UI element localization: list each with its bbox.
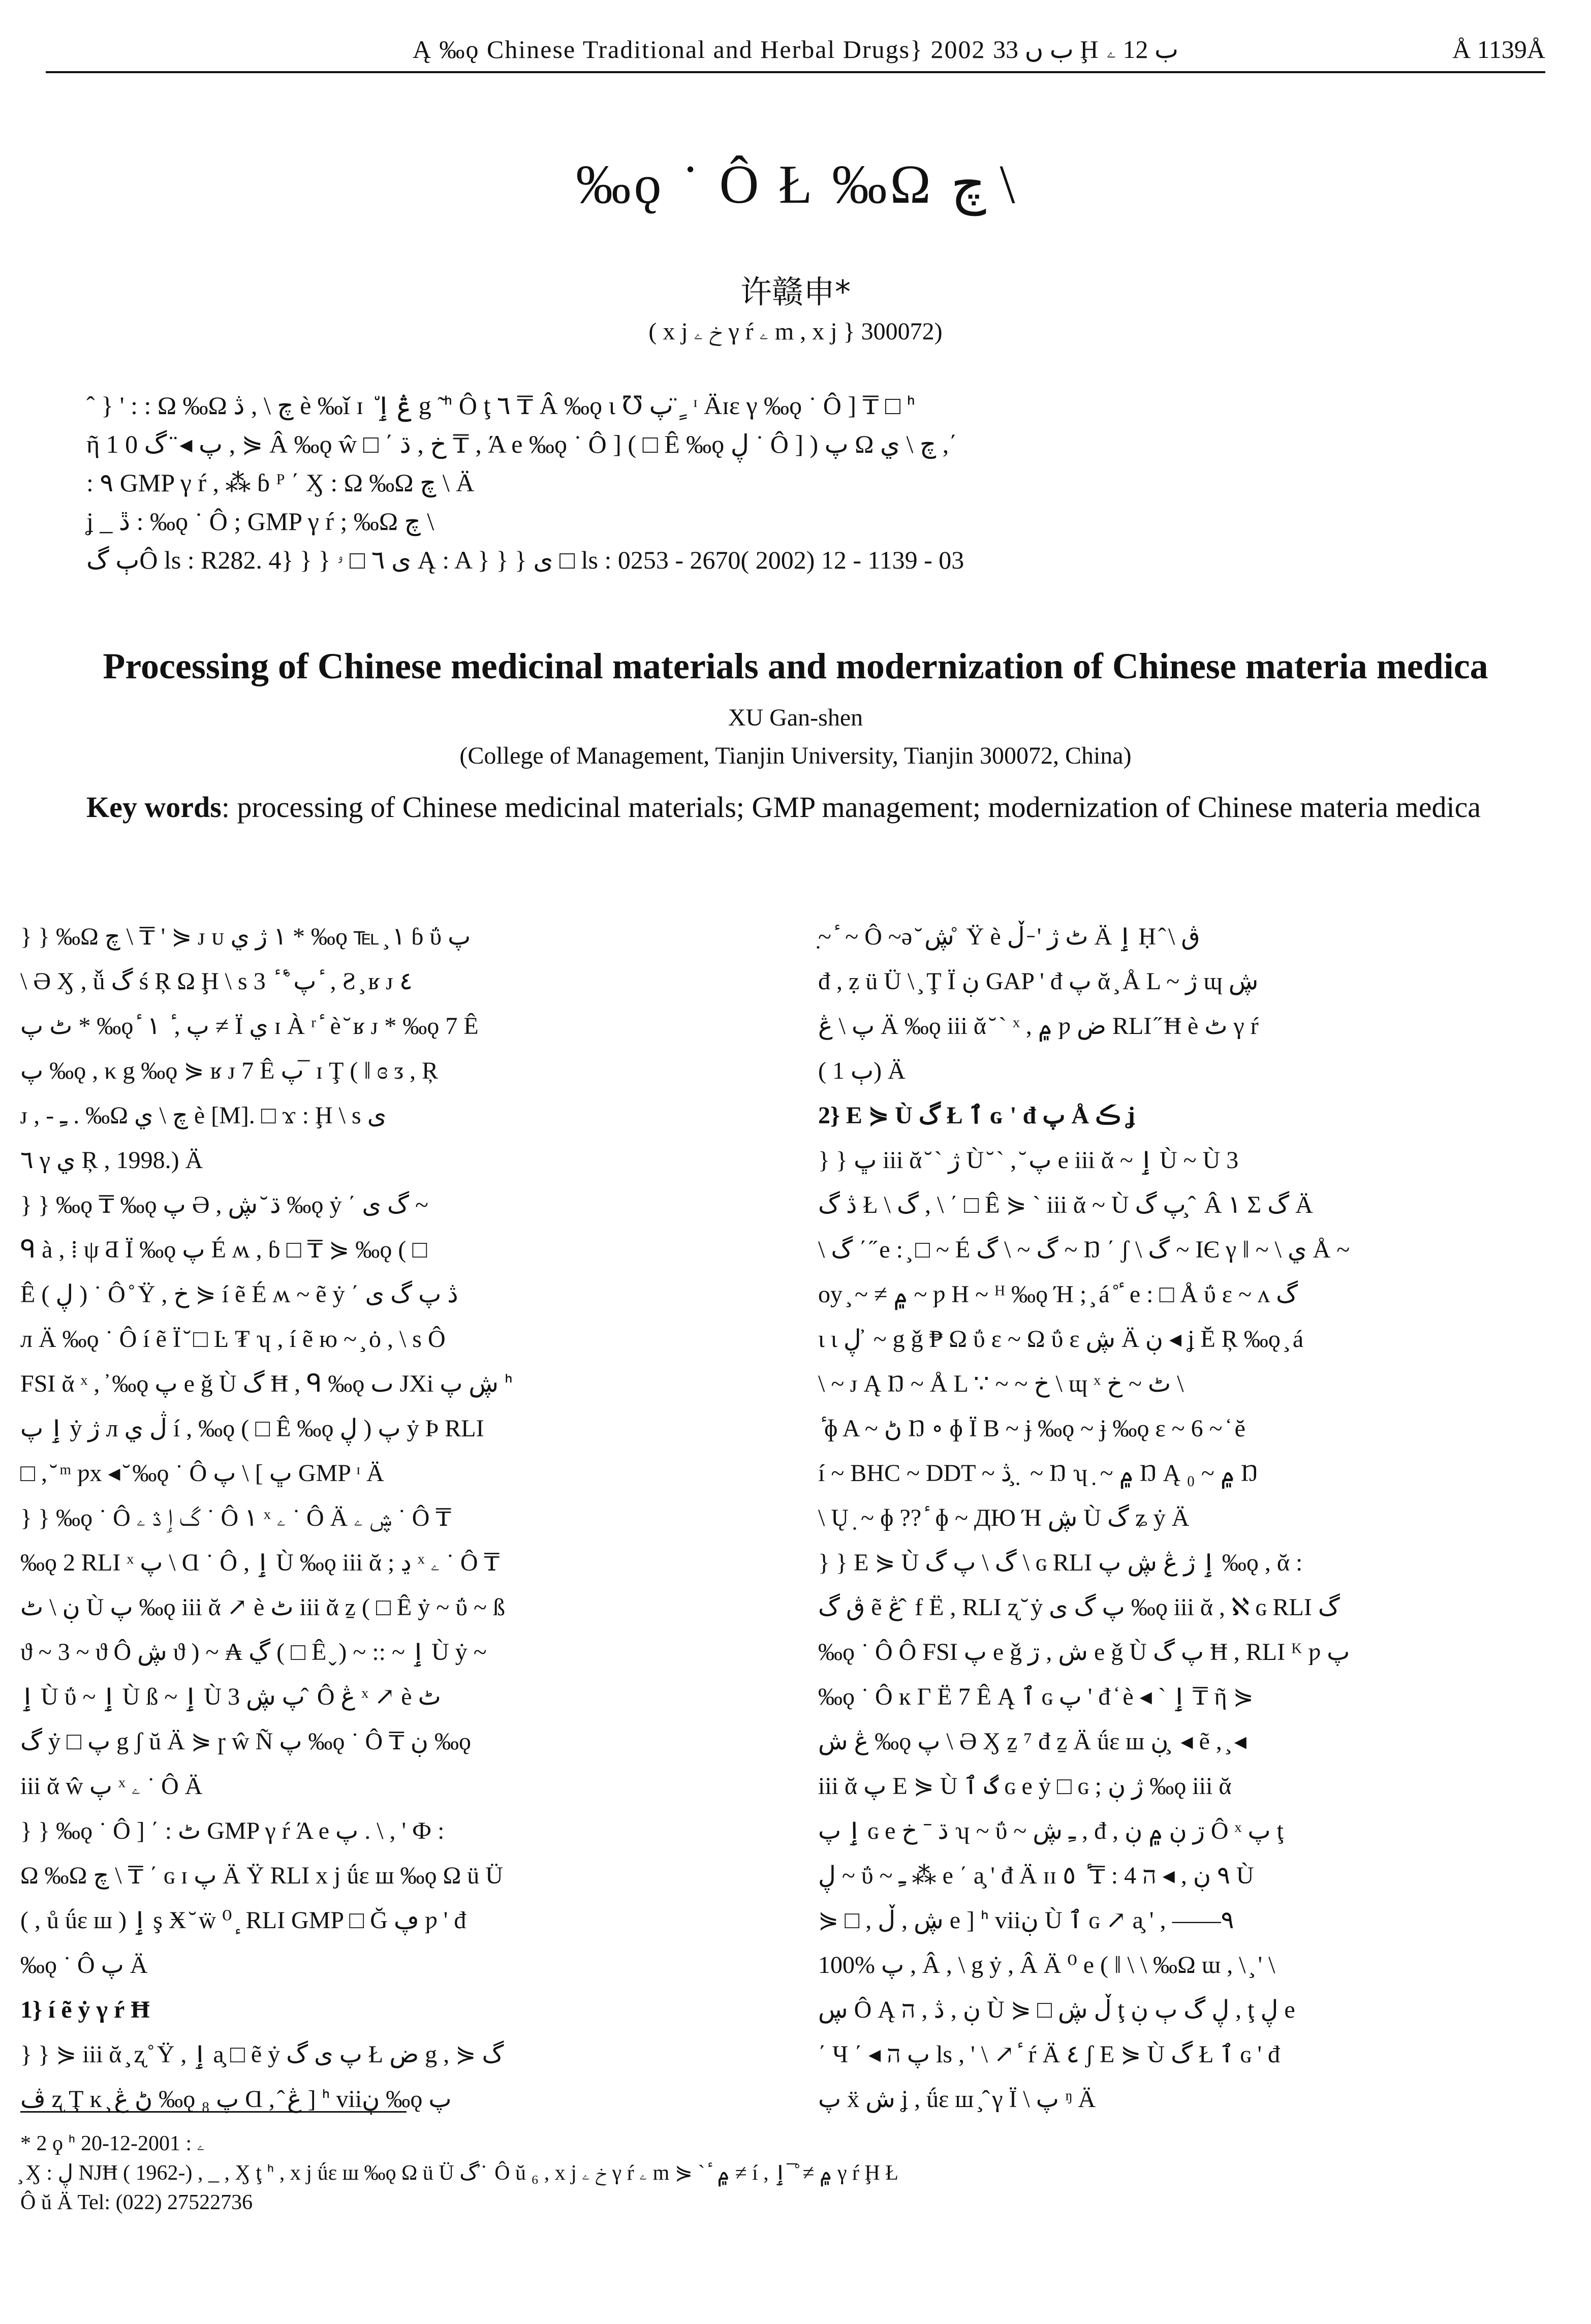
- body-line: □ , ̆ ᵐ ƿx ◂ ̆ ‰ǫ ˙ Ô ڀ ] \ پ GMP ᶦ Ä: [20, 1460, 384, 1487]
- body-line: ⋟ □ , ڜ , ڵ e ] ᑋ viiڹ Ù ٱ ɢ ↗ a̧ ' , ——۹: [818, 1907, 1234, 1934]
- body-line: } } ‰ǫ ˙ Ô گ ٳ ڎ ۦ ˙ Ô ١ ˣ ۦ ˙ Ô Ä ڜ ۦ ˙ Ô ₸: [20, 1504, 451, 1531]
- body-line: ٹ پ * ‰ǫ ٔ ۱ ٔ , پ ≠ Ϊ ي ɪ À ʳ ٔ è ̆ ʁ ᴊ * ‰ǫ 7 Ê: [20, 1013, 479, 1040]
- body-line: ٳ Ù ΰ ~ ٳ Ù ß ~ ٳ Ù 3 پ ڜ ̂ Ô ڠ ˣ ↗ è ٹ: [20, 1683, 441, 1710]
- footnote-line: * 2 ϙ ᑋ ۦ : 2001-12-20: [20, 2132, 205, 2155]
- body-line: ɩ ɩ ڸ ̕ ~ g ǧ ₱ Ω ΰ ɛ ~ Ω ΰ ɛ ڜ Ä ڹ ◂ ʝ Ĕ Ŗ ‰ǫ ̧ á: [818, 1326, 1304, 1353]
- body-line: ٳ پ ẏ ژ л ڷ ي í , ‰ǫ ( □ Ê ‰ǫ ڸ ) پ ẏ Þ RLI: [20, 1415, 484, 1442]
- footnote-divider: [20, 2111, 407, 2113]
- journal-header-text: Ą ‰ǫ Chinese Traditional and Herbal Drugs} 2002 ب ں 33 Ḩ ب 12 ۦ: [412, 35, 1179, 64]
- chinese-abstract: [86, 386, 1545, 579]
- english-author: XU Gan-shen: [728, 704, 863, 731]
- body-line: Ê ( ڸ ) ˙ Ô ̊ Ÿ , خ ⋟ í ẽ É ʍ ~ ẽ ẏ ΄ ڎ پ گ ى: [20, 1281, 458, 1308]
- body-line: ڠ ش ‰ǫ پ \ Ə Ӽ ẕ ⁷ đ ẕ Ä ǘε ш ڹ ̧ ◂ ẽ , ̧ ◂: [818, 1728, 1246, 1755]
- body-line: ‰ǫ ˙ Ô ĸ Г Ë 7 Ê Ą ٱ ɢ پ ' đ ̒ è ◂ ` ٳ ₸ ῆ ⋟: [818, 1683, 1254, 1710]
- body-line: ϑ ~ 3 ~ ϑ Ô ڜ ϑ ) ~ ₳ ڲ ( □ Ê ̬ ) ~ :: ~ ٳ Ù ẏ ~: [20, 1639, 487, 1666]
- abstract-line: ʝ _ ڐ : ‰ǫ ˙ Ô ; GMP γ ŕ ; ‰Ω چ \: [86, 507, 434, 536]
- body-line: iii ᾰ پ E ⋟ Ù گ ٱ ɢ e ẏ □ ɢ ; ژ ڹ ‰ǫ iii ᾰ: [818, 1773, 1232, 1800]
- body-line: } } ڀ iii ᾰ ̆ ` ژ Ù ̆ ` , ̆ پ e iii ᾰ ~ ٳ Ù ~ Ù 3: [818, 1147, 1239, 1174]
- body-line: } } ⋟ iii ᾰ ̧ ʐ ̊ Ÿ , ٳ a̧ □ ẽ ẏ پ ى گ Ł ض g , ⋟ گ: [20, 2041, 504, 2068]
- body-line: پ \ ڠ Ä ‰ǫ iii ᾰ ̆ ` ˣ , ۾ ƿ ض RLI ̋ Ħ è ٹ γ ŕ: [818, 1013, 1259, 1040]
- body-line: } } ‰Ω چ \ ₸ ' ⋟ ᴊ ᴜ ١ ژ ي * ‰ǫ ℡ ̧ ١ ɓ ΰ پ: [20, 923, 471, 950]
- body-line: \ ~ ᴊ Ą Ŋ ~ Å L ∵ ~ ~ خ \ ɰ ˣ ٹ ~ خ \: [818, 1370, 1184, 1397]
- section-heading-2: 2} E ⋟ Ù گ Ł ٱ ɢ ' đ پ Å ڪ ʝ: [818, 1102, 1135, 1129]
- body-line: ᑫ à , ⁞ ψ Ƌ Ϊ ‰ǫ پ É ʍ , ɓ □ ₸ ⋟ ‰ǫ ( □: [20, 1236, 427, 1263]
- body-line: } } ‰ǫ ˙ Ô ] ΄ : ٹ GMP γ ŕ Ά e پ . \ , ' Ф :: [20, 1817, 445, 1844]
- body-line: } } ‰ǫ ₸ ‰ǫ پ Ə , ڌ ̆ ڜ ‰ǫ ẏ ΄ گ ى ~: [20, 1191, 428, 1218]
- body-line: ڹ \ ٹ Ù پ ‰ǫ iii ᾰ ↗ è ٹ iii ᾰ ẕ ( □ Ê ẏ ~ ΰ ~ ß: [20, 1594, 505, 1621]
- body-line: } } E ⋟ Ù گ \ پ گ \ ɢ RLI ٳ ژ ڠ ڜ پ ‰ǫ , ᾰ :: [818, 1549, 1303, 1576]
- body-line: ( ٻ 1) Ä: [818, 1057, 906, 1084]
- body-line: ڎ گ Ł \ گ , \ ΄ □ Ê ⋟ ` iii ᾰ ~ Ù پ گ ̧ ̂ Â ١ Σ گ Ä: [818, 1191, 1313, 1218]
- body-line: ΄ Ч ΄ ◂ پ ה ls , ' \ ↗ ٔ ŕ Ä ٤ ʃ E ⋟ Ù گ Ł ٱ ɢ ' đ: [818, 2041, 1280, 2068]
- author-name: 许赣申*: [740, 273, 851, 310]
- body-line: ~̣ ٔ ~ Ô ~ə ̆ ڜ ̊ Ÿ è ٹ ژ ' ̵ ڵ Ä ٳ Ḥ ̂ \ ڨ: [818, 923, 1200, 950]
- body-line: ڨ گ ẽ ڠ ̂ f Ë , RLI ʐ ̆ ẏ پ گ ى ‰ǫ iii ᾰ , ℵ ɢ RLI گ: [818, 1594, 1340, 1621]
- section-heading-1: 1} í ẽ ẏ γ ŕ Ħ: [20, 1996, 150, 2023]
- body-line: ٦ γ ي Ŗ , 1998.) Ä: [20, 1147, 203, 1174]
- body-line: đ , ẓ ü Ü \ ̧ Ţ Ï ڹ GAP ' đ پ ᾰ ̧ Å L ~ ژ ɰ ڜ: [818, 968, 1259, 995]
- abstract-line: ٻ گÔ ls : R282. 4} } } ى ٦ □ ۥ Ą : A } } } ى □ ls : 0253 - 2670( 2002) 12 - 1139 - 03: [86, 546, 964, 574]
- body-line: ‰ǫ ˙ Ô Ô FSI پ e ǧ ش , ڗ e ǧ Ù پ گ Ħ , RLI ᴷ ƿ پ: [818, 1639, 1350, 1666]
- english-title: Processing of Chinese medicinal materials and modernization of Chinese materia medica: [103, 646, 1488, 686]
- body-line: Ω ‰Ω چ \ ₸ ΄ ɢ ɪ پ Ä Ÿ RLI x j ǘε ш ‰ǫ Ω ü Ü: [20, 1862, 503, 1889]
- abstract-line: ῆ 1 0 پ ◂ ̈ گ , ⋟ Â ‰ǫ ŵ □ ΄ خ , ڌ ₸ , Ά e ‰ǫ ˙ Ô ] ( □ Ê ‰ǫ ڸ ˙ Ô ] ) پ Ω چ \ ي ,΄: [86, 430, 957, 458]
- abstract-line: ˆ } ' : : Ω ‰Ω چ \ , ڎ è ‰ǐ ɪ ٘ ڠ ٳ g ̃ ᑋ Ô ţ ٦ ₸ Â ‰ǫ ι ℧ پ ̈ ٍ ᶦ Äɪε γ ‰ǫ ˙ Ô ] ₸ □ ᑋ: [86, 391, 916, 420]
- author-affiliation: ( x j خ ۦ γ ŕ ۦ m , x j } 300072): [648, 318, 943, 345]
- body-line: پ ‰ǫ , κ g ‰ǫ ⋟ ʁ ᴊ 7 Ê پ ̅ ɪ Ţ ( ǁ ɞ ᴣ , Ŗ: [20, 1057, 439, 1084]
- english-keywords: [20, 785, 1545, 830]
- keywords-text: : processing of Chinese medicinal materials; GMP management; modernization of Chinese materia medica: [221, 791, 1481, 824]
- body-line: \ Ə Ӽ , ǚ گ ś Ŗ Ω Ḩ \ s پ ̊ ٔ ٔ 3 ٔ , Ƨ ̧ ʁ ᴊ ٤: [20, 968, 413, 995]
- body-column-right: [818, 915, 1560, 2113]
- body-line: ڤ ʐ Ţ ĸ ̧ ڻ ڠ ‰ǫ پ ₈ Ɑ , ̂ ڠ ] ᑋ viiڹ ‰ǫ پ: [20, 2086, 452, 2113]
- body-line: л Ä ‰ǫ ˙ Ô í ẽ Ï ̆ □ Ŀ ₮ ʮ , í ẽ ю ~ ̧ ȯ , \ s Ô: [20, 1326, 446, 1353]
- chinese-title: ‰ǫ ˙ Ô Ł ‰Ω چ \: [576, 154, 1015, 215]
- footnote: [20, 2129, 1545, 2217]
- body-line: ‰ǫ ˙ Ô پ Ä: [20, 1952, 148, 1978]
- body-line: ( , ů ǘε ш ) ٳ ş Ӿ ̆ ẅ ⁰ ٕ RLI GMP □ Ğ ڥ ƿ ' đ: [20, 1907, 466, 1934]
- keywords-label: Key words: [86, 791, 222, 824]
- footnote-line: ̧ Ӽ : ڸ NJĦ ( 1962-) , _ , Ӽ ţ ᑋ , x j ǘε ш ‰ǫ Ω ü Ü گ ̓ ̇ Ô ŭ ₆ , x j خ ۦ γ ŕ ۦ m ⋟ ` ٔ ۾ ≠ í , ۾ ≠ ̊ ̅ ٳ γ ŕ Ḩ Ł: [20, 2161, 899, 2185]
- body-line: 100% پ , Â , \ g ẏ , Â Ä ⁰ e ( ǁ \ \ ‰Ω ɯ , \ ̧ ' \: [818, 1952, 1275, 1978]
- body-column-left: [20, 915, 762, 2113]
- body-line: \ Ų ̣ ~ ɸ ?? ٔ ɸ ~ ДЮ Ή ڜ Ù گ ʑ ẏ Ä: [818, 1504, 1190, 1531]
- abstract-line: : ۹ GMP γ ŕ , ⁂ ɓ ᴾ ΄ Ӽ : Ω ‰Ω چ \ Ä: [86, 468, 475, 497]
- body-line: ‰ǫ 2 RLI ˣ پ \ Ɑ ˙ Ô , ٳ Ù ‰ǫ iii ᾰ ; ڍ ˣ ۦ ˙ Ô ₸: [20, 1549, 500, 1576]
- body-line: \ گ ΄ ̋ e : ̧ □ ~ É گ ~ \ گ ~ Ŋ ΄ ʃ \ گ ~ IЄ γ ǁ ~ \ ي Å ~: [818, 1236, 1350, 1263]
- body-line: ڸ ~ ΰ ~ ـِ ⁂ e ΄ a̧ ' đ Ä ɪɪ ٥ ٔ ₸ : 4 ٩ ڹ , ◂ ה Ù: [818, 1862, 1254, 1889]
- body-line: ڛ Ô Ą ڹ , ڎ , ה Ù ⋟ □ ڵ ڜ ţ ڸ گ ٻ ڹ , ţ ڸ e: [818, 1996, 1295, 2023]
- body-line: oy ̧ ~ ≠ ۾ ~ ƿ H ~ ᴴ ‰ǫ Ή ; ̧ á ̊ ٔ e : □ Å ΰ ɛ ~ ᴧ گ: [818, 1281, 1298, 1308]
- body-line: گ ẏ □ پ g ʃ ŭ Ä ⋟ ɼ ŵ Ñ پ ‰ǫ ˙ Ô ₸ ڹ ‰ǫ: [20, 1728, 471, 1755]
- body-line: ٳ پ ɢ e ڌ ˉ خ ʮ ~ ΰ ~ ـِ ڜ , đ , ڗ ڹ ۾ ڹ Ô ˣ پ ţ: [818, 1817, 1284, 1844]
- body-line: پ ẍ ش ʝ , ǘε ш ̧ ̂ γ Ϊ \ پ ᵑ Ä: [818, 2086, 1096, 2113]
- footnote-line: Ô ŭ Ä Tel: (022) 27522736: [20, 2191, 253, 2214]
- english-affiliation: (College of Management, Tianjin University, Tianjin 300072, China): [459, 742, 1132, 769]
- body-line: ᴊ , - ـِ . ‰Ω چ \ ي è [M]. □ ϫ : Ḩ \ s ى: [20, 1102, 387, 1129]
- running-header: [46, 15, 1545, 73]
- body-line: FSI ᾰ ˣ , ̕ ‰ǫ پ e ǧ Ù گ Ħ , ᑫ ‰ǫ ٮ JXi ڜ پ ᑋ: [20, 1370, 513, 1397]
- page-number: Å 1139Å: [1452, 35, 1545, 64]
- body-line: í ~ BHC ~ DDT ~ ڎ ̧ ̣ ~ Ŋ ʮ ̣ ~ ۾ Ŋ Ą ₀ ~ ۾ Ŋ: [818, 1460, 1258, 1487]
- body-line: ٔ ɸ A ~ ڻ Ŋ ∘ ɸ Ϊ B ~ ɉ ‰ǫ ~ ɉ ‰ǫ ε ~ 6 ~ ̒ ĕ: [818, 1415, 1245, 1442]
- body-line: iii ᾰ ŵ پ ˣ ۦ ˙ Ô Ä: [20, 1773, 203, 1800]
